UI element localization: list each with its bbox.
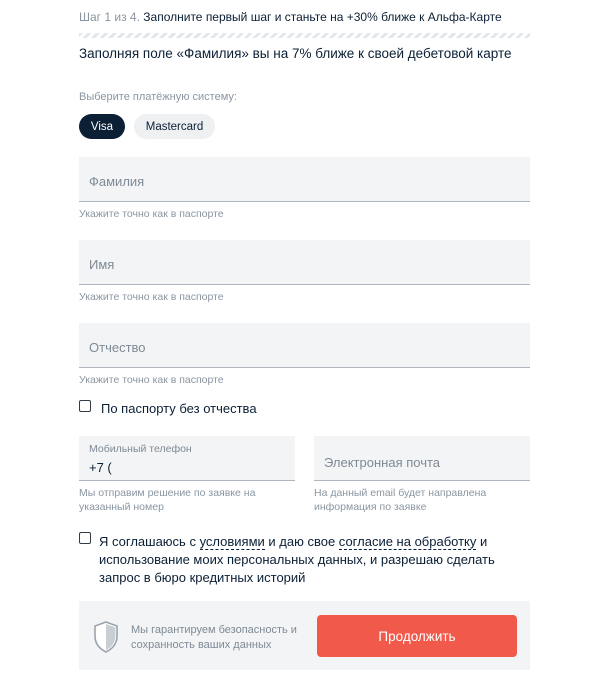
guarantee-line2: сохранность ваших данных bbox=[131, 639, 272, 651]
guarantee-line1: Мы гарантируем безопасность и bbox=[131, 624, 297, 636]
continue-button[interactable]: Продолжить bbox=[317, 615, 517, 657]
phone-field[interactable] bbox=[79, 436, 295, 481]
lastname-placeholder: Фамилия bbox=[89, 174, 145, 189]
progress-hint: Заполняя поле «Фамилия» вы на 7% ближе к своей дебетовой карте bbox=[79, 46, 512, 61]
conditions-link[interactable]: условиями bbox=[199, 534, 265, 549]
phone-label: Мобильный телефон bbox=[89, 443, 192, 455]
middlename-placeholder: Отчество bbox=[89, 340, 146, 355]
email-hint bbox=[314, 486, 530, 514]
email-hint-line2: информация по заявке bbox=[314, 501, 427, 513]
consent-text bbox=[99, 533, 519, 587]
step-description: Заполните первый шаг и станьте на +30% ближе к Альфа-Карте bbox=[143, 10, 502, 24]
firstname-hint: Укажите точно как в паспорте bbox=[79, 291, 224, 303]
middlename-hint: Укажите точно как в паспорте bbox=[79, 374, 224, 386]
consent-text-part1: Я соглашаюсь с bbox=[99, 534, 200, 549]
firstname-placeholder: Имя bbox=[89, 257, 115, 272]
payment-option-mastercard[interactable]: Mastercard bbox=[134, 114, 215, 139]
payment-option-visa[interactable]: Visa bbox=[79, 114, 125, 139]
progress-bar bbox=[79, 33, 530, 38]
lastname-field[interactable] bbox=[79, 157, 530, 202]
no-middlename-label[interactable]: По паспорту без отчества bbox=[101, 401, 257, 416]
email-hint-line1: На данный email будет направлена bbox=[314, 487, 487, 499]
email-placeholder: Электронная почта bbox=[324, 455, 441, 470]
email-field[interactable] bbox=[314, 436, 530, 481]
form-footer bbox=[79, 601, 530, 670]
phone-value: +7 ( bbox=[89, 460, 112, 475]
consent-text-part3: и использование моих персональных данных, и разрешаю сделать запрос в бюро кредитных историй bbox=[99, 534, 495, 585]
processing-consent-link[interactable]: согласие на обработку bbox=[338, 534, 477, 549]
phone-hint-line2: указанный номер bbox=[79, 501, 164, 513]
payment-system-label: Выберите платёжную систему: bbox=[79, 91, 237, 103]
consent-text-part2: и даю свое bbox=[264, 534, 339, 549]
middlename-field[interactable] bbox=[79, 323, 530, 368]
lastname-hint: Укажите точно как в паспорте bbox=[79, 208, 224, 220]
phone-hint-line1: Мы отправим решение по заявке на bbox=[79, 487, 256, 499]
phone-hint bbox=[79, 486, 279, 514]
security-guarantee bbox=[131, 623, 316, 653]
no-middlename-checkbox[interactable] bbox=[79, 400, 91, 412]
firstname-field[interactable] bbox=[79, 240, 530, 285]
consent-checkbox[interactable] bbox=[79, 532, 91, 544]
step-counter: Шаг 1 из 4. bbox=[79, 10, 140, 24]
shield-icon bbox=[93, 621, 119, 653]
step-indicator bbox=[79, 10, 502, 24]
